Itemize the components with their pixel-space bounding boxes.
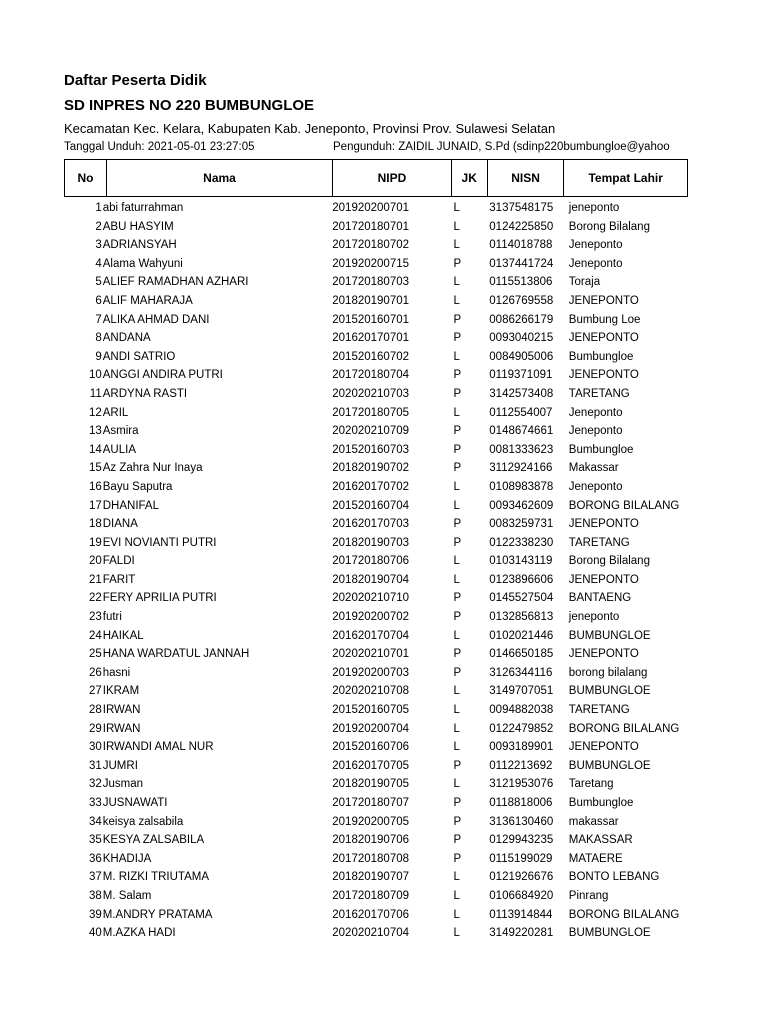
- student-gender: P: [453, 369, 462, 382]
- table-row: [64, 255, 688, 274]
- student-birthplace: Jeneponto: [568, 257, 623, 270]
- row-number: 14: [88, 443, 102, 456]
- student-nisn: 0093189901: [489, 741, 554, 754]
- table-row: [64, 534, 688, 553]
- student-nipd: 201620170702: [332, 480, 410, 493]
- table-row: [64, 552, 688, 571]
- student-birthplace: BUMBUNGLOE: [568, 629, 651, 642]
- student-gender: P: [453, 332, 462, 345]
- student-name: ALIEF RAMADHAN AZHARI: [102, 276, 249, 289]
- student-birthplace: BORONG BILALANG: [568, 722, 680, 735]
- student-gender: P: [453, 834, 462, 847]
- student-name: ARDYNA RASTI: [102, 387, 188, 400]
- row-number: 20: [88, 555, 102, 568]
- student-nisn: 3121953076: [489, 778, 554, 791]
- student-nisn: 0146650185: [489, 648, 554, 661]
- student-birthplace: Jeneponto: [568, 406, 623, 419]
- student-nisn: 0129943235: [489, 834, 554, 847]
- row-number: 4: [95, 257, 102, 270]
- student-nisn: 0115513806: [489, 276, 553, 289]
- student-nisn: 0137441724: [489, 257, 554, 270]
- table-row: [64, 627, 688, 646]
- student-nisn: 0122338230: [489, 536, 554, 549]
- student-gender: L: [453, 927, 460, 940]
- student-nipd: 201620170706: [332, 908, 410, 921]
- student-nipd: 201520160706: [332, 741, 410, 754]
- student-gender: L: [453, 406, 460, 419]
- student-gender: P: [453, 425, 462, 438]
- student-name: Az Zahra Nur Inaya: [102, 462, 203, 475]
- student-nipd: 201720180706: [332, 555, 410, 568]
- student-name: M. Salam: [102, 889, 152, 902]
- student-nipd: 201920200715: [332, 257, 410, 270]
- student-nisn: 3136130460: [489, 815, 554, 828]
- student-nipd: 202020210703: [332, 387, 410, 400]
- student-gender: P: [453, 797, 462, 809]
- row-number: 25: [88, 648, 102, 661]
- table-row: [64, 645, 688, 664]
- student-name: KESYA ZALSABILA: [102, 834, 205, 847]
- row-number: 17: [88, 499, 102, 512]
- row-number: 38: [88, 889, 102, 902]
- table-row: [64, 738, 688, 757]
- download-date: Tanggal Unduh: 2021-05-01 23:27:05: [64, 141, 255, 153]
- student-nipd: 202020210708: [332, 685, 410, 698]
- student-birthplace: Bumbungloe: [568, 443, 634, 456]
- table-row: [64, 292, 688, 311]
- table-row: [64, 868, 688, 887]
- student-birthplace: BUMBUNGLOE: [568, 759, 651, 772]
- student-name: HAIKAL: [102, 629, 144, 642]
- header-nisn: NISN: [488, 160, 565, 196]
- student-gender: L: [453, 704, 460, 717]
- student-nipd: 201520160705: [332, 704, 410, 717]
- student-birthplace: JENEPONTO: [568, 573, 639, 586]
- student-birthplace: MATAERE: [568, 852, 623, 865]
- student-gender: P: [453, 257, 462, 270]
- student-nisn: 0121926676: [489, 871, 554, 884]
- student-nipd: 201520160702: [332, 350, 410, 363]
- student-nipd: 202020210710: [332, 592, 410, 605]
- student-nipd: 201520160701: [332, 313, 410, 326]
- student-nipd: 201720180701: [332, 220, 410, 233]
- table-row: [64, 199, 688, 218]
- region-info: Kecamatan Kec. Kelara, Kabupaten Kab. Jeneponto, Provinsi Prov. Sulawesi Selatan: [64, 121, 556, 136]
- student-name: hasni: [102, 666, 131, 679]
- student-gender: P: [453, 666, 462, 679]
- table-row: [64, 906, 688, 925]
- student-nisn: 0094882038: [489, 704, 554, 717]
- table-row: [64, 589, 688, 608]
- row-number: 18: [88, 518, 102, 531]
- student-gender: P: [453, 518, 462, 531]
- student-name: ARIL: [102, 406, 129, 419]
- table-row: [64, 273, 688, 292]
- student-birthplace: BONTO LEBANG: [568, 871, 660, 884]
- student-nisn: 3126344116: [489, 666, 553, 679]
- student-name: HANA WARDATUL JANNAH: [102, 648, 250, 661]
- student-nisn: 0115199029: [489, 852, 553, 865]
- student-name: KHADIJA: [102, 852, 152, 865]
- document-title: Daftar Peserta Didik: [64, 72, 207, 89]
- row-number: 40: [88, 927, 102, 940]
- student-nipd: 201720180702: [332, 239, 410, 252]
- student-nipd: 201620170701: [332, 332, 410, 345]
- row-number: 15: [88, 462, 102, 475]
- student-nipd: 201720180704: [332, 369, 410, 382]
- student-name: JUMRI: [102, 759, 138, 772]
- header-nama: Nama: [107, 160, 333, 196]
- row-number: 21: [88, 573, 102, 586]
- student-nipd: 202020210701: [332, 648, 410, 661]
- student-nisn: 0126769558: [489, 294, 554, 307]
- student-birthplace: borong bilalang: [568, 666, 648, 679]
- table-row: [64, 794, 688, 813]
- student-gender: L: [453, 294, 460, 307]
- student-birthplace: Jeneponto: [568, 425, 623, 438]
- row-number: 22: [88, 592, 102, 605]
- table-row: [64, 459, 688, 478]
- student-gender: L: [453, 555, 460, 568]
- header-no: No: [65, 160, 107, 196]
- student-birthplace: jeneponto: [568, 202, 620, 214]
- row-number: 12: [88, 406, 102, 419]
- row-number: 28: [88, 704, 102, 717]
- student-nisn: 3142573408: [489, 387, 554, 400]
- row-number: 31: [88, 759, 102, 772]
- student-birthplace: Pinrang: [568, 889, 609, 902]
- student-nisn: 0148674661: [489, 425, 554, 438]
- header-tempat-lahir: Tempat Lahir: [588, 171, 663, 185]
- student-nisn: 0118818006: [489, 797, 553, 809]
- student-gender: L: [453, 480, 460, 493]
- student-birthplace: BUMBUNGLOE: [568, 927, 651, 940]
- student-gender: P: [453, 611, 462, 624]
- student-gender: P: [453, 462, 462, 475]
- student-nipd: 201920200704: [332, 722, 410, 735]
- student-nisn: 0122479852: [489, 722, 554, 735]
- student-birthplace: Taretang: [568, 778, 614, 791]
- student-nisn: 0103143119: [489, 555, 553, 568]
- student-nisn: 3149220281: [489, 927, 554, 940]
- row-number: 36: [88, 852, 102, 865]
- student-nisn: 0102021446: [489, 629, 554, 642]
- student-gender: L: [453, 202, 460, 214]
- student-nipd: 201520160704: [332, 499, 410, 512]
- student-gender: L: [453, 220, 460, 233]
- table-row: [64, 218, 688, 237]
- table-header: [64, 159, 688, 197]
- row-number: 34: [88, 815, 102, 828]
- student-name: ADRIANSYAH: [102, 239, 177, 252]
- student-birthplace: MAKASSAR: [568, 834, 633, 847]
- row-number: 10: [88, 369, 102, 382]
- student-gender: P: [453, 313, 462, 326]
- student-birthplace: JENEPONTO: [568, 648, 639, 661]
- header-nipd: NIPD: [333, 160, 452, 196]
- student-nisn: 0086266179: [489, 313, 554, 326]
- student-nisn: 0123896606: [489, 573, 554, 586]
- student-birthplace: JENEPONTO: [568, 369, 639, 382]
- student-nipd: 201720180703: [332, 276, 410, 289]
- student-nipd: 201720180708: [332, 852, 410, 865]
- table-row: [64, 664, 688, 683]
- student-birthplace: Borong Bilalang: [568, 555, 650, 568]
- student-nipd: 201520160703: [332, 443, 410, 456]
- student-birthplace: Bumbungloe: [568, 797, 634, 809]
- row-number: 27: [88, 685, 102, 698]
- student-gender: L: [453, 499, 460, 512]
- student-gender: L: [453, 629, 460, 642]
- table-row: [64, 236, 688, 255]
- student-birthplace: Bumbung Loe: [568, 313, 641, 326]
- row-number: 13: [88, 425, 102, 438]
- row-number: 6: [95, 294, 102, 307]
- row-number: 30: [88, 741, 102, 754]
- student-birthplace: JENEPONTO: [568, 518, 639, 531]
- student-nisn: 3137548175: [489, 202, 554, 214]
- row-number: 23: [88, 611, 102, 624]
- table-row: [64, 385, 688, 404]
- downloader-info: Pengunduh: ZAIDIL JUNAID, S.Pd (sdinp220bumbungloe@yahoo: [333, 141, 670, 153]
- student-name: EVI NOVIANTI PUTRI: [102, 536, 217, 549]
- student-gender: L: [453, 350, 460, 363]
- student-name: JUSNAWATI: [102, 797, 168, 809]
- row-number: 35: [88, 834, 102, 847]
- student-gender: P: [453, 815, 462, 828]
- student-name: ANGGI ANDIRA PUTRI: [102, 369, 223, 382]
- student-nisn: 0081333623: [489, 443, 554, 456]
- header-jk: JK: [452, 160, 488, 196]
- table-row: [64, 757, 688, 776]
- table-row: [64, 366, 688, 385]
- row-number: 1: [95, 202, 102, 214]
- student-nisn: 0093040215: [489, 332, 554, 345]
- student-gender: L: [453, 573, 460, 586]
- student-nisn: 0084905006: [489, 350, 554, 363]
- student-birthplace: TARETANG: [568, 704, 630, 717]
- student-nipd: 201920200703: [332, 666, 410, 679]
- table-row: [64, 775, 688, 794]
- table-row: [64, 422, 688, 441]
- student-birthplace: BORONG BILALANG: [568, 499, 680, 512]
- student-nisn: 0132856813: [489, 611, 554, 624]
- student-name: IKRAM: [102, 685, 140, 698]
- student-name: FALDI: [102, 555, 135, 568]
- student-nisn: 0106684920: [489, 889, 554, 902]
- student-gender: P: [453, 387, 462, 400]
- student-name: keisya zalsabila: [102, 815, 184, 828]
- student-gender: P: [453, 443, 462, 456]
- student-nisn: 3112924166: [489, 462, 553, 475]
- student-nisn: 0114018788: [489, 239, 553, 252]
- student-nipd: 201920200702: [332, 611, 410, 624]
- student-birthplace: BUMBUNGLOE: [568, 685, 651, 698]
- student-nisn: 0093462609: [489, 499, 554, 512]
- student-name: ANDI SATRIO: [102, 350, 176, 363]
- student-birthplace: TARETANG: [568, 536, 630, 549]
- table-row: [64, 515, 688, 534]
- student-name: M. RIZKI TRIUTAMA: [102, 871, 210, 884]
- student-name: Bayu Saputra: [102, 480, 173, 493]
- student-nisn: 0145527504: [489, 592, 554, 605]
- student-name: DHANIFAL: [102, 499, 159, 512]
- student-gender: L: [453, 908, 460, 921]
- student-gender: P: [453, 759, 462, 772]
- row-number: 37: [88, 871, 102, 884]
- student-gender: L: [453, 889, 460, 902]
- student-nipd: 201920200705: [332, 815, 410, 828]
- student-gender: P: [453, 536, 462, 549]
- student-name: IRWANDI AMAL NUR: [102, 741, 214, 754]
- row-number: 5: [95, 276, 102, 289]
- student-birthplace: jeneponto: [568, 611, 620, 624]
- table-row: [64, 329, 688, 348]
- student-nipd: 201720180709: [332, 889, 410, 902]
- student-nipd: 202020210709: [332, 425, 410, 438]
- student-nisn: 0112213692: [489, 759, 553, 772]
- student-name: DIANA: [102, 518, 138, 531]
- student-nipd: 201920200701: [332, 202, 410, 214]
- student-nipd: 201620170704: [332, 629, 410, 642]
- student-birthplace: Bumbungloe: [568, 350, 634, 363]
- table-row: [64, 720, 688, 739]
- table-row: [64, 924, 688, 943]
- table-row: [64, 571, 688, 590]
- student-nisn: 0112554007: [489, 406, 553, 419]
- student-gender: L: [453, 722, 460, 735]
- student-nipd: 202020210704: [332, 927, 410, 940]
- student-nisn: 0113914844: [489, 908, 553, 921]
- student-birthplace: BORONG BILALANG: [568, 908, 680, 921]
- student-gender: L: [453, 239, 460, 252]
- table-row: [64, 348, 688, 367]
- student-gender: P: [453, 852, 462, 865]
- table-row: [64, 682, 688, 701]
- row-number: 11: [89, 387, 102, 400]
- student-nipd: 201820190702: [332, 462, 410, 475]
- row-number: 33: [88, 797, 102, 809]
- table-row: [64, 441, 688, 460]
- student-gender: P: [453, 648, 462, 661]
- row-number: 16: [88, 480, 102, 493]
- student-nisn: 0083259731: [489, 518, 554, 531]
- table-row: [64, 497, 688, 516]
- student-name: ANDANA: [102, 332, 151, 345]
- row-number: 24: [88, 629, 102, 642]
- table-row: [64, 850, 688, 869]
- student-name: abi faturrahman: [102, 202, 184, 214]
- row-number: 3: [95, 239, 102, 252]
- student-name: ALIKA AHMAD DANI: [102, 313, 210, 326]
- table-row: [64, 813, 688, 832]
- student-birthplace: Makassar: [568, 462, 619, 475]
- student-name: Asmira: [102, 425, 139, 438]
- row-number: 26: [88, 666, 102, 679]
- table-row: [64, 608, 688, 627]
- student-gender: L: [453, 871, 460, 884]
- row-number: 9: [95, 350, 102, 363]
- student-name: ABU HASYIM: [102, 220, 174, 233]
- student-nipd: 201720180705: [332, 406, 410, 419]
- student-birthplace: Jeneponto: [568, 239, 623, 252]
- student-nipd: 201820190704: [332, 573, 410, 586]
- student-nisn: 0124225850: [489, 220, 554, 233]
- student-name: futri: [102, 611, 122, 624]
- student-nisn: 3149707051: [489, 685, 554, 698]
- student-nipd: 201820190703: [332, 536, 410, 549]
- student-name: IRWAN: [102, 704, 141, 717]
- student-name: ALIF MAHARAJA: [102, 294, 193, 307]
- student-name: M.AZKA HADI: [102, 927, 176, 940]
- student-nipd: 201720180707: [332, 797, 410, 809]
- table-row: [64, 311, 688, 330]
- student-gender: L: [453, 276, 460, 289]
- student-name: IRWAN: [102, 722, 141, 735]
- student-nipd: 201820190707: [332, 871, 410, 884]
- student-birthplace: Jeneponto: [568, 480, 623, 493]
- student-nisn: 0108983878: [489, 480, 554, 493]
- student-name: Alama Wahyuni: [102, 257, 183, 270]
- table-row: [64, 887, 688, 906]
- student-birthplace: BANTAENG: [568, 592, 632, 605]
- student-birthplace: makassar: [568, 815, 619, 828]
- student-birthplace: JENEPONTO: [568, 741, 639, 754]
- student-nipd: 201620170703: [332, 518, 410, 531]
- student-name: M.ANDRY PRATAMA: [102, 908, 213, 921]
- student-name: Jusman: [102, 778, 144, 791]
- student-birthplace: JENEPONTO: [568, 294, 639, 307]
- row-number: 32: [88, 778, 102, 791]
- student-gender: L: [453, 685, 460, 698]
- student-nipd: 201820190705: [332, 778, 410, 791]
- student-gender: L: [453, 741, 460, 754]
- table-row: [64, 404, 688, 423]
- download-meta: [64, 141, 689, 157]
- student-nisn: 0119371091: [489, 369, 553, 382]
- student-gender: L: [453, 778, 460, 791]
- row-number: 2: [95, 220, 102, 233]
- student-table: [64, 199, 688, 943]
- row-number: 7: [95, 313, 102, 326]
- student-name: FERY APRILIA PUTRI: [102, 592, 217, 605]
- student-name: AULIA: [102, 443, 136, 456]
- student-nipd: 201820190701: [332, 294, 410, 307]
- student-birthplace: Borong Bilalang: [568, 220, 650, 233]
- student-birthplace: JENEPONTO: [568, 332, 639, 345]
- row-number: 8: [95, 332, 102, 345]
- student-nipd: 201620170705: [332, 759, 410, 772]
- student-nipd: 201820190706: [332, 834, 410, 847]
- student-birthplace: Toraja: [568, 276, 601, 289]
- student-birthplace: TARETANG: [568, 387, 630, 400]
- row-number: 19: [88, 536, 102, 549]
- table-row: [64, 831, 688, 850]
- row-number: 39: [88, 908, 102, 921]
- student-gender: P: [453, 592, 462, 605]
- row-number: 29: [88, 722, 102, 735]
- school-name: SD INPRES NO 220 BUMBUNGLOE: [64, 97, 315, 114]
- table-row: [64, 701, 688, 720]
- table-row: [64, 478, 688, 497]
- student-name: FARIT: [102, 573, 136, 586]
